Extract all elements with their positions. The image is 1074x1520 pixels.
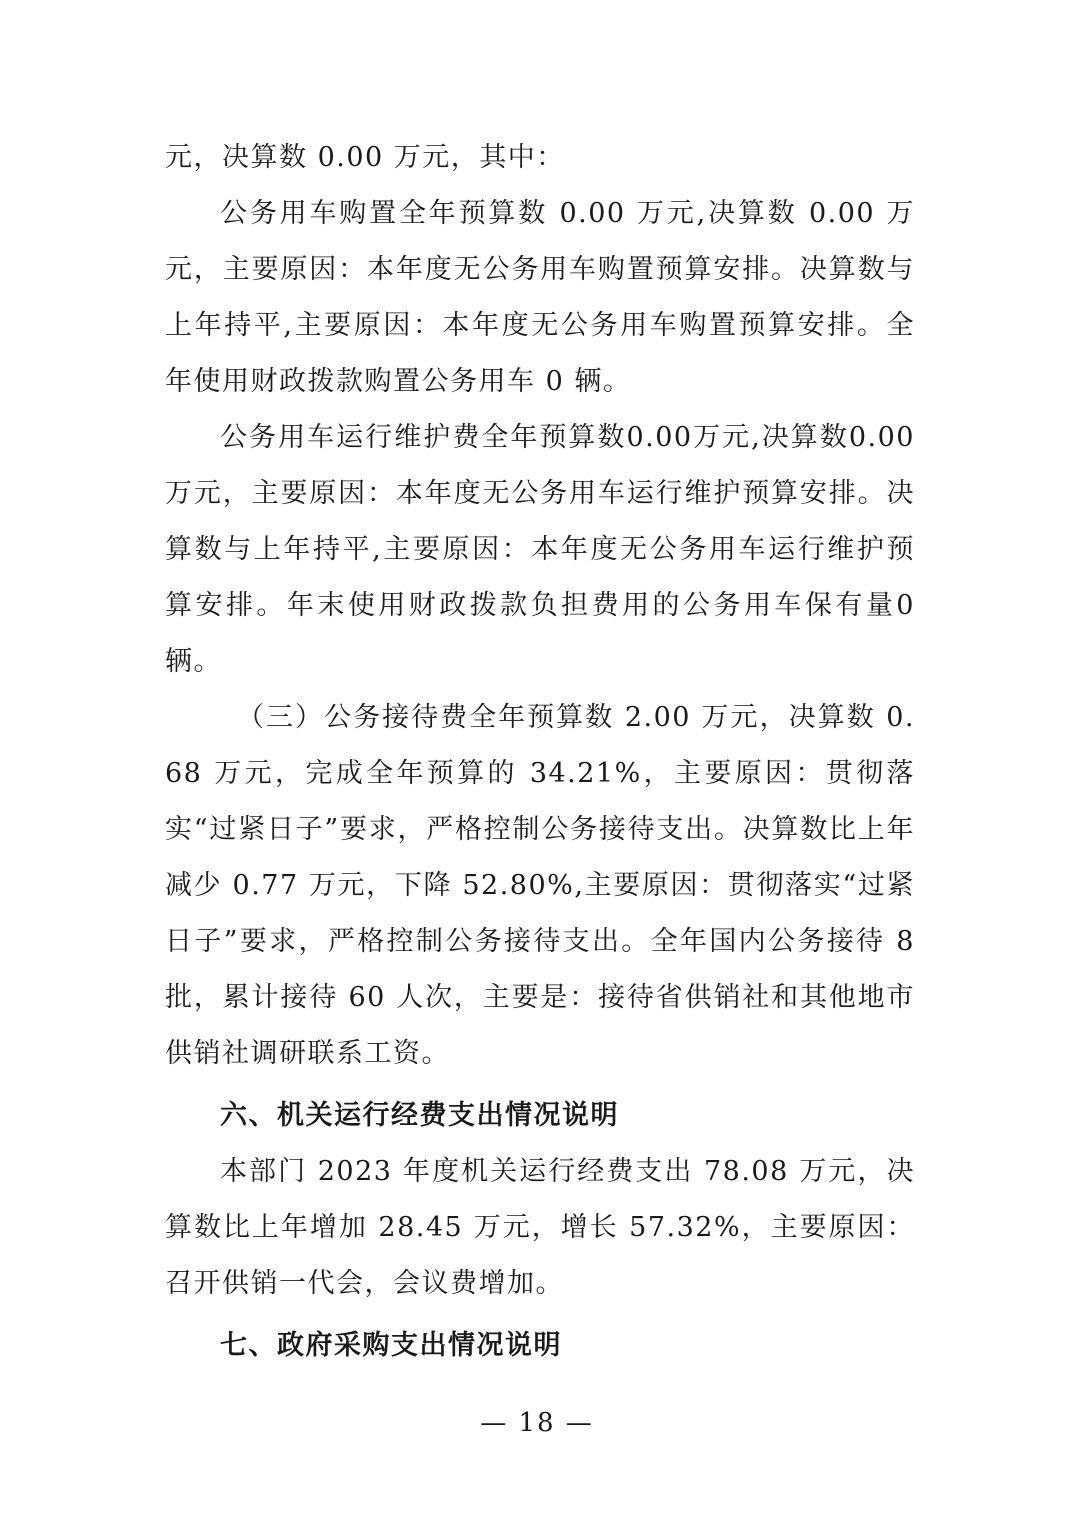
section-heading-operating-expenses: 六、机关运行经费支出情况说明 bbox=[220, 1100, 619, 1131]
section-heading-procurement: 七、政府采购支出情况说明 bbox=[220, 1330, 562, 1361]
paragraph-continuation: 元，决算数 0.00 万元，其中： bbox=[165, 142, 565, 173]
paragraph-vehicle-purchase: 公务用车购置全年预算数 0.00 万元,决算数 0.00 万元，主要原因：本年度无公务用车购置预算安排。决算数与上年持平,主要原因：本年度无公务用车购置预算安排。全年使用财政拨款购置公务用车 0 辆。 bbox=[165, 198, 915, 397]
paragraph-reception-expenses: （三）公务接待费全年预算数 2.00 万元，决算数 0.68 万元，完成全年预算的 34.21%，主要原因：贯彻落实“过紧日子”要求，严格控制公务接待支出。决算数比上年减少 0.77 万元，下降 52.80%,主要原因：贯彻落实“过紧日子”要求，严格控制公务接待支出。全年国内公务接待 8 批，累计接待 60 人次，主要是：接待省供销社和其他地市供销社调研联系工资。 bbox=[165, 702, 915, 1069]
page-number: — 18 — bbox=[480, 1408, 594, 1438]
paragraph-operating-expenses: 本部门 2023 年度机关运行经费支出 78.08 万元，决算数比上年增加 28.45 万元，增长 57.32%，主要原因：召开供销一代会，会议费增加。 bbox=[165, 1156, 915, 1299]
paragraph-vehicle-maintenance: 公务用车运行维护费全年预算数0.00万元,决算数0.00万元，主要原因：本年度无公务用车运行维护预算安排。决算数与上年持平,主要原因：本年度无公务用车运行维护预算安排。年末使用财政拨款负担费用的公务用车保有量0辆。 bbox=[165, 422, 915, 677]
document-body bbox=[165, 130, 915, 1374]
